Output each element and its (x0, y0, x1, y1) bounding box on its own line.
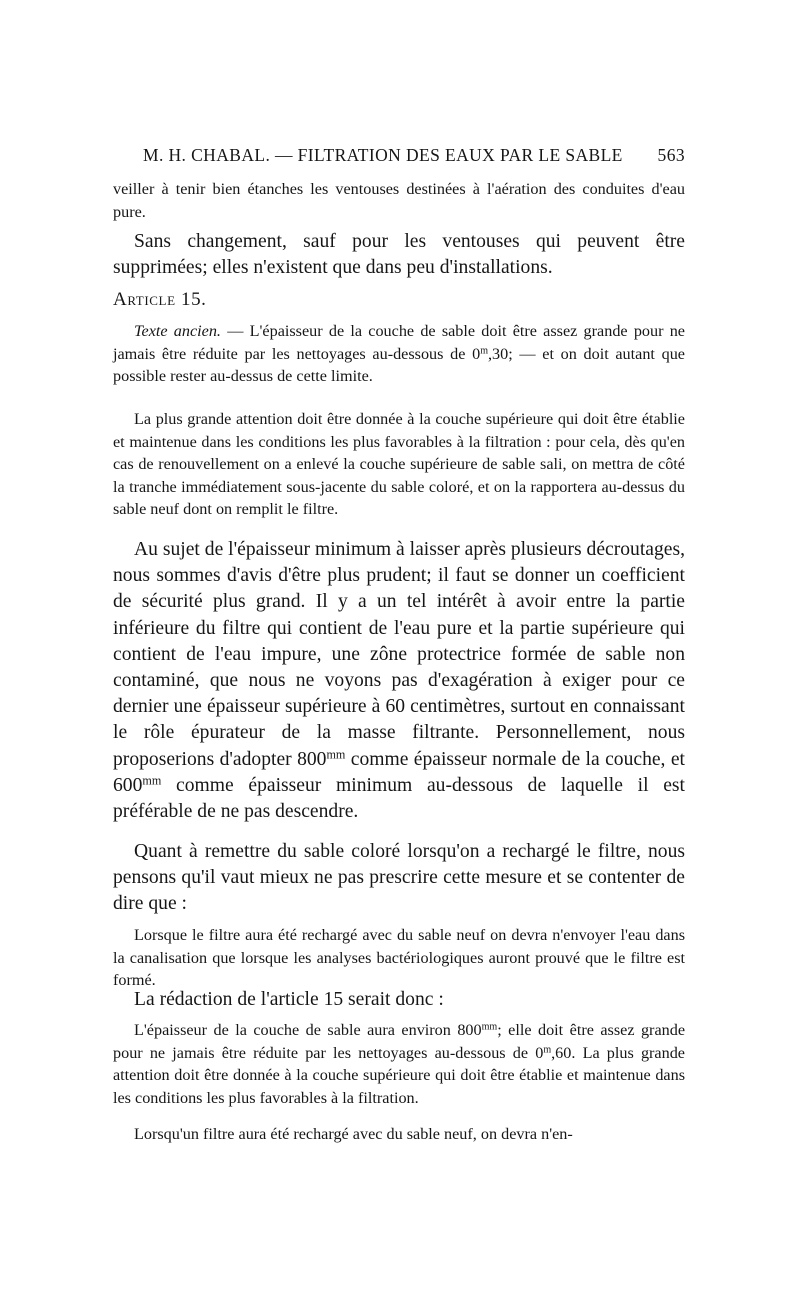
commentary-paragraph-3: Quant à remettre du sable coloré lorsqu'on a rechargé le filtre, nous pensons qu'il vaut mieux ne pas prescrire cette mesure et se contenter de dire que : (113, 841, 685, 915)
unit-superscript: mm (326, 746, 346, 761)
new-article-paragraph-2: Lorsqu'un filtre aura été rechargé avec du sable neuf, on devra n'en- (134, 1125, 573, 1143)
unit-superscript: m (480, 344, 488, 356)
unit-superscript: m (543, 1043, 552, 1055)
commentary-paragraph-2 (113, 537, 685, 825)
new-article-paragraph (113, 1019, 685, 1109)
commentary-text-c: comme épaisseur minimum au-dessous de laquelle il est préférable de ne pas descendre. (113, 774, 685, 823)
page-number: 563 (657, 145, 685, 165)
header-title: M. H. CHABAL. — FILTRATION DES EAUX PAR LE SABLE (143, 145, 623, 165)
old-text-label: Texte ancien. (134, 322, 221, 340)
new-article-text-a: L'épaisseur de la couche de sable aura environ 800 (134, 1021, 482, 1039)
commentary-text-b: comme épaisseur normale de la couche, et 600 (113, 748, 685, 796)
paragraph-continuation: veiller à tenir bien étanches les ventouses destinées à l'aération des conduites d'eau pure. (113, 180, 685, 221)
commentary-text-a: Au sujet de l'épaisseur minimum à laisser après plusieurs décroutages, nous sommes d'avis d'être plus prudent; il faut se donner un coefficient de sécurité plus grand. Il y a un tel intérêt à avoir entre la partie inférieure du filtre qui contient de l'eau pure et la partie supérieure qui contient de l'eau impure, une zône protectrice formée de sable non contaminé, que nous ne voyons pas d'exagération à exiger pour ce dernier une épaisseur supérieure à 60 centimètres, surtout en connaissant le rôle épurateur de la masse filtrante. Personnellement, nous proposerions d'adopter 800 (113, 539, 685, 770)
unit-superscript: mm (142, 773, 162, 788)
new-article-text-c: ,60. La plus grande attention doit être donnée à la couche supérieure qui doit être établie et maintenue dans les conditions les plus favorables à la filtration. (113, 1043, 685, 1107)
commentary-paragraph: Sans changement, sauf pour les ventouses qui peuvent être supprimées; elles n'existent que dans peu d'installations. (113, 231, 685, 279)
unit-superscript: mm (481, 1021, 498, 1033)
old-text-body-a: — L'épaisseur de la couche de sable doit être assez grande pour ne jamais être réduite par les nettoyages au-dessous de 0 (113, 322, 685, 363)
new-article-text-b: ; elle doit être assez grande pour ne jamais être réduite par les nettoyages au-dessous de 0 (113, 1021, 685, 1062)
running-header (113, 145, 685, 169)
old-text-paragraph (113, 320, 685, 388)
commentary-paragraph-4: La rédaction de l'article 15 serait donc : (134, 989, 444, 1010)
proposed-text-paragraph: Lorsque le filtre aura été rechargé avec du sable neuf on devra n'envoyer l'eau dans la canalisation que lorsque les analyses bactériologiques auront prouvé que le filtre est formé. (113, 926, 685, 989)
article-heading: Article 15. (113, 289, 207, 310)
old-text-body-b: ,30; — et on doit autant que possible rester au-dessus de cette limite. (113, 344, 685, 385)
old-text-paragraph-2: La plus grande attention doit être donnée à la couche supérieure qui doit être établie et maintenue dans les conditions les plus favorables à la filtration : pour cela, dès qu'en cas de renouvellement on a enlevé la couche supérieure de sable sali, on mettra de côté la tranche immédiatement sous-jacente du sable coloré, et on la rapportera au-dessus du sable neuf dont on remplit le filtre. (113, 410, 685, 518)
